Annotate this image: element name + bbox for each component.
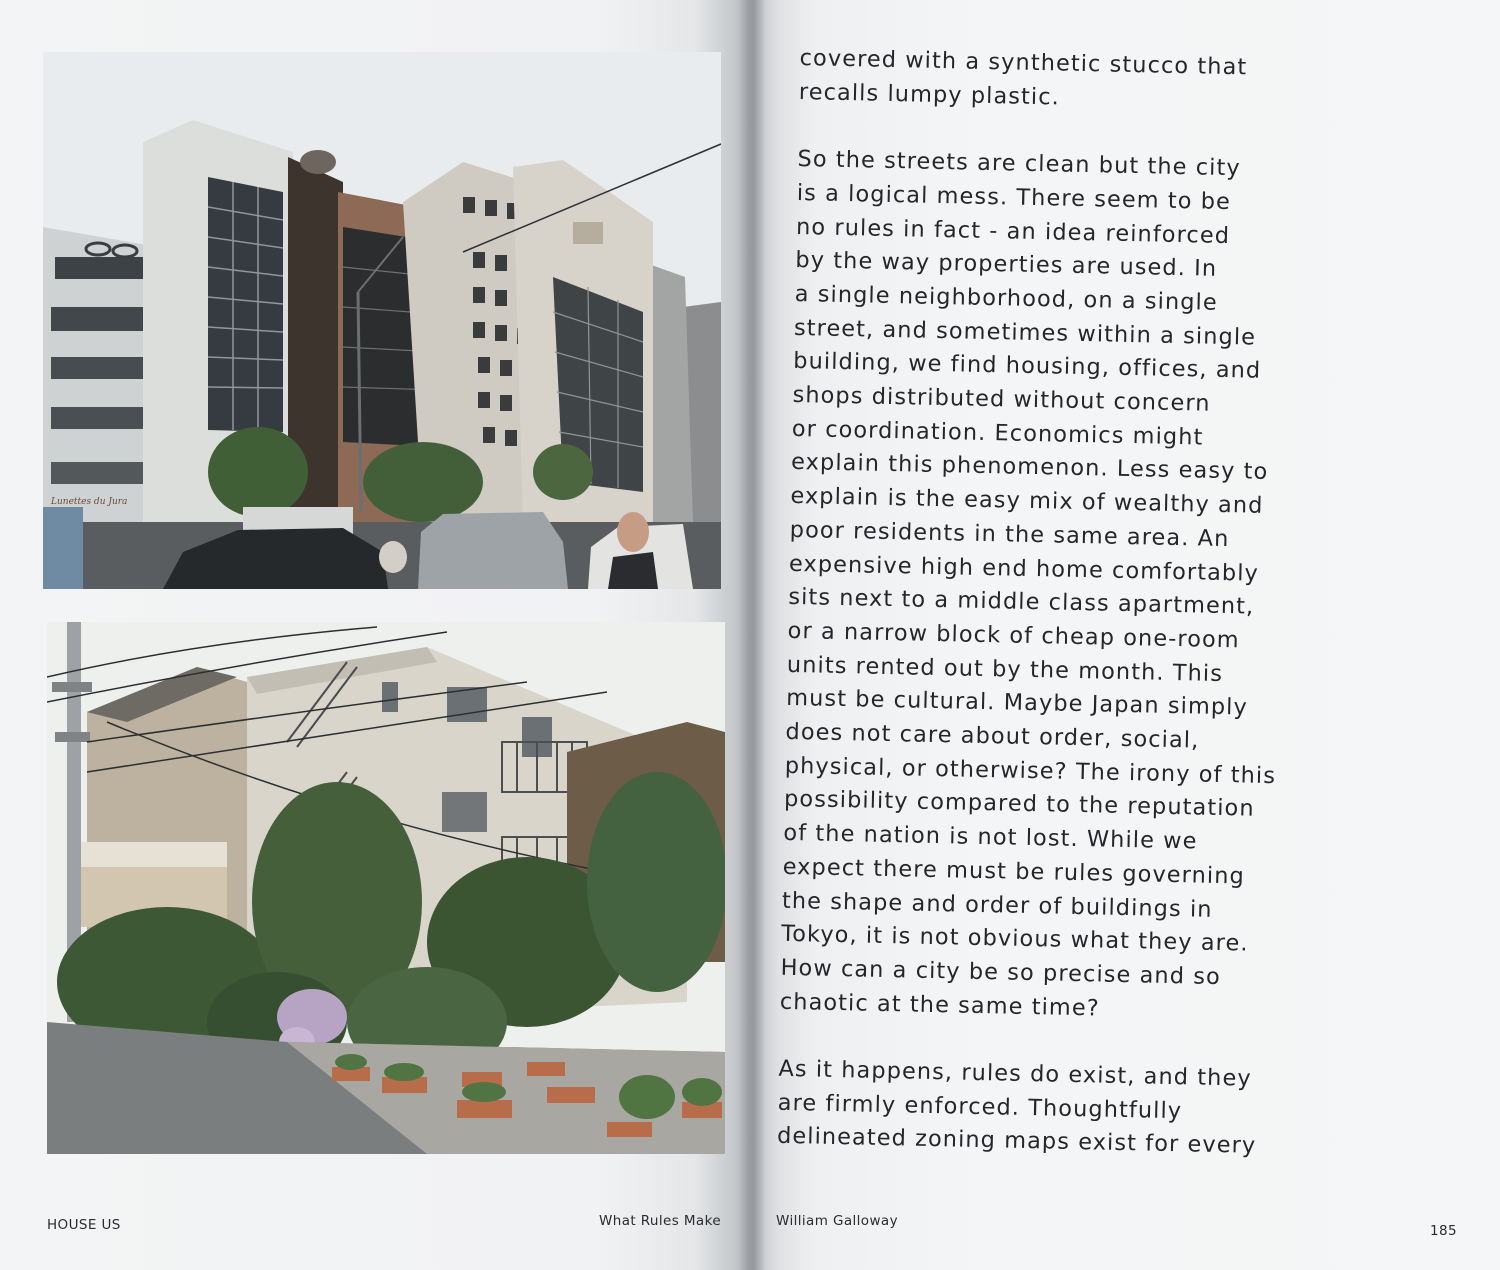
text-line: As it happens, rules do exist, and they bbox=[778, 1055, 1252, 1092]
paragraph-1 bbox=[799, 42, 1340, 121]
text-line: How can a city be so precise and so bbox=[780, 954, 1222, 990]
photo-apartment-garden bbox=[47, 622, 725, 1154]
text-line: Tokyo, it is not obvious what they are. bbox=[781, 921, 1249, 957]
text-line: street, and sometimes within a single bbox=[793, 314, 1257, 351]
text-line: recalls lumpy plastic. bbox=[798, 78, 1061, 111]
text-line: covered with a synthetic stucco that bbox=[799, 44, 1248, 81]
book-gutter-shadow bbox=[738, 0, 766, 1270]
text-line: physical, or otherwise? The irony of this bbox=[784, 752, 1277, 789]
text-line: must be cultural. Maybe Japan simply bbox=[785, 685, 1249, 721]
shop-sign-text: Lunettes du Jura bbox=[51, 497, 128, 507]
text-line: or coordination. Economics might bbox=[791, 415, 1204, 451]
page-number: 185 bbox=[1430, 1223, 1457, 1239]
text-line: expect there must be rules governing bbox=[782, 853, 1246, 890]
text-line: expensive high end home comfortably bbox=[788, 550, 1260, 587]
text-line: So the streets are clean but the city bbox=[797, 146, 1241, 182]
text-line: a single neighborhood, on a single bbox=[794, 280, 1219, 316]
text-line: sits next to a middle class apartment, bbox=[788, 584, 1255, 620]
text-line: chaotic at the same time? bbox=[779, 988, 1100, 1022]
text-line: is a logical mess. There seem to be bbox=[796, 179, 1232, 215]
text-line: explain this phenomenon. Less easy to bbox=[790, 449, 1269, 486]
text-line: by the way properties are used. In bbox=[795, 247, 1218, 282]
text-line: does not care about order, social, bbox=[785, 718, 1200, 754]
text-line: units rented out by the month. This bbox=[786, 651, 1224, 687]
text-line: possibility compared to the reputation bbox=[783, 786, 1255, 823]
body-text bbox=[777, 42, 1340, 1165]
text-line: poor residents in the same area. An bbox=[789, 516, 1230, 552]
text-line: the shape and order of buildings in bbox=[781, 887, 1213, 923]
text-line: of the nation is not lost. While we bbox=[783, 819, 1198, 855]
text-line: are firmly enforced. Thoughtfully bbox=[777, 1089, 1183, 1125]
left-page bbox=[0, 0, 748, 1270]
paragraph-2 bbox=[780, 143, 1338, 1030]
paragraph-3 bbox=[777, 1053, 1319, 1165]
text-line: explain is the easy mix of wealthy and bbox=[790, 483, 1264, 519]
text-line: shops distributed without concern bbox=[792, 381, 1211, 417]
text-line: building, we find housing, offices, and bbox=[793, 348, 1262, 385]
footer-series-title: HOUSE US bbox=[47, 1217, 121, 1233]
text-line: or a narrow block of cheap one-room bbox=[787, 617, 1240, 654]
photo-office-buildings bbox=[43, 52, 721, 589]
text-line: no rules in fact - an idea reinforced bbox=[795, 213, 1231, 249]
footer-chapter-title: What Rules Make bbox=[599, 1213, 722, 1229]
footer-author-name: William Galloway bbox=[776, 1213, 898, 1229]
text-line: delineated zoning maps exist for every bbox=[776, 1123, 1257, 1160]
